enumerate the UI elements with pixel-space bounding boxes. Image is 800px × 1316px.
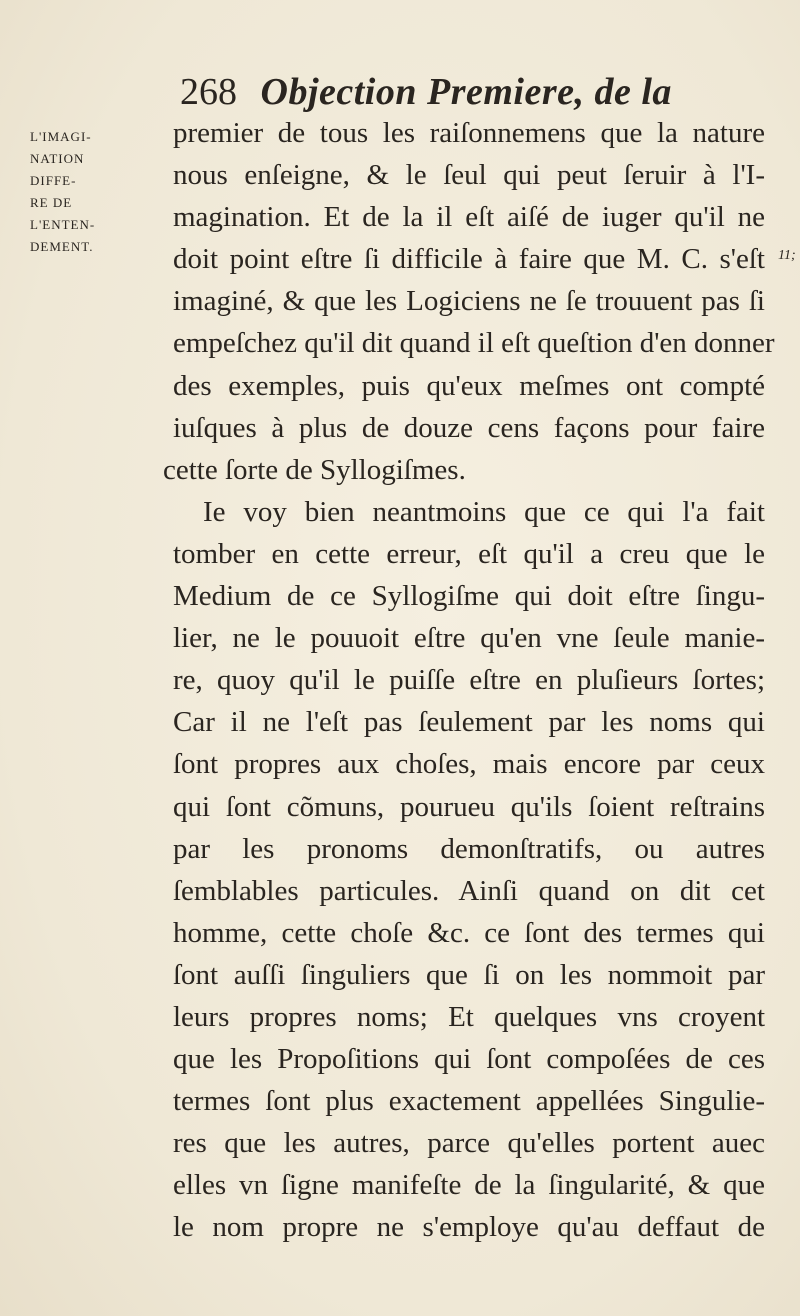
text-line: nous enſeigne, & le ſeul qui peut ſeruir à l'I-: [173, 159, 765, 192]
text-line: res que les autres, parce qu'elles portent auec: [173, 1127, 765, 1160]
margin-note-line: L'IMAGI-: [30, 129, 92, 144]
margin-note-line: NATION: [30, 151, 85, 166]
text-line: elles vn ſigne manifeſte de la ſingularité, & que: [173, 1169, 765, 1202]
margin-note: [30, 126, 180, 258]
text-line: cette ſorte de Syllogiſmes.: [163, 453, 466, 486]
text-line: lier, ne le pouuoit eſtre qu'en vne ſeule manie-: [173, 622, 765, 655]
text-line: par les pronoms demonſtratifs, ou autres: [173, 832, 765, 865]
paragraph: [173, 491, 765, 1249]
text-line: leurs propres noms; Et quelques vns croyent: [173, 1000, 765, 1033]
text-line: ſemblables particules. Ainſi quand on dit cet: [173, 874, 765, 907]
running-title: Objection Premiere, de la: [260, 71, 672, 113]
text-line: premier de tous les raiſonnemens que la nature: [173, 117, 765, 149]
text-line: imaginé, & que les Logiciens ne ſe trouuent pas ſi: [173, 285, 765, 318]
text-line: homme, cette choſe &c. ce ſont des termes qui: [173, 916, 765, 949]
text-line: magination. Et de la il eſt aiſé de iuger qu'il ne: [173, 201, 765, 234]
margin-note-line: DIFFE-: [30, 173, 77, 188]
margin-note-line: L'ENTEN-: [30, 217, 96, 232]
right-margin-mark: 11;: [778, 248, 796, 263]
text-line: termes ſont plus exactement appellées Singulie-: [173, 1085, 765, 1118]
text-line: iuſques à plus de douze cens façons pour faire: [173, 411, 765, 444]
text-line: doit point eſtre ſi difficile à faire que M. C. s'eſt: [173, 243, 765, 276]
text-line: des exemples, puis qu'eux meſmes ont compté: [173, 369, 765, 402]
text-line: Medium de ce Syllogiſme qui doit eſtre ſingu-: [173, 580, 765, 613]
text-line: ſont auſſi ſinguliers que ſi on les nommoit par: [173, 958, 765, 991]
margin-note-line: DEMENT.: [30, 239, 94, 254]
margin-note-line: RE DE: [30, 195, 73, 210]
text-line: le nom propre ne s'employe qu'au deffaut de: [173, 1211, 765, 1244]
text-line: tomber en cette erreur, eſt qu'il a creu que le: [173, 537, 765, 570]
text-line: re, quoy qu'il le puiſſe eſtre en pluſieurs ſortes;: [173, 664, 765, 697]
text-line: Car il ne l'eſt pas ſeulement par les noms qui: [173, 706, 765, 739]
page-number: 268: [180, 71, 237, 113]
text-line: empeſchez qu'il dit quand il eſt queſtion d'en donner: [173, 327, 775, 360]
text-line: qui ſont cõmuns, pourueu qu'ils ſoient reſtrains: [173, 790, 765, 823]
paragraph: [163, 112, 775, 491]
body-text: [163, 112, 775, 1249]
text-line: Ie voy bien neantmoins que ce qui l'a fait: [203, 495, 765, 528]
text-line: ſont propres aux choſes, mais encore par ceux: [173, 748, 765, 781]
text-line: que les Propoſitions qui ſont compoſées de ces: [173, 1043, 765, 1076]
page-header: [180, 70, 740, 114]
